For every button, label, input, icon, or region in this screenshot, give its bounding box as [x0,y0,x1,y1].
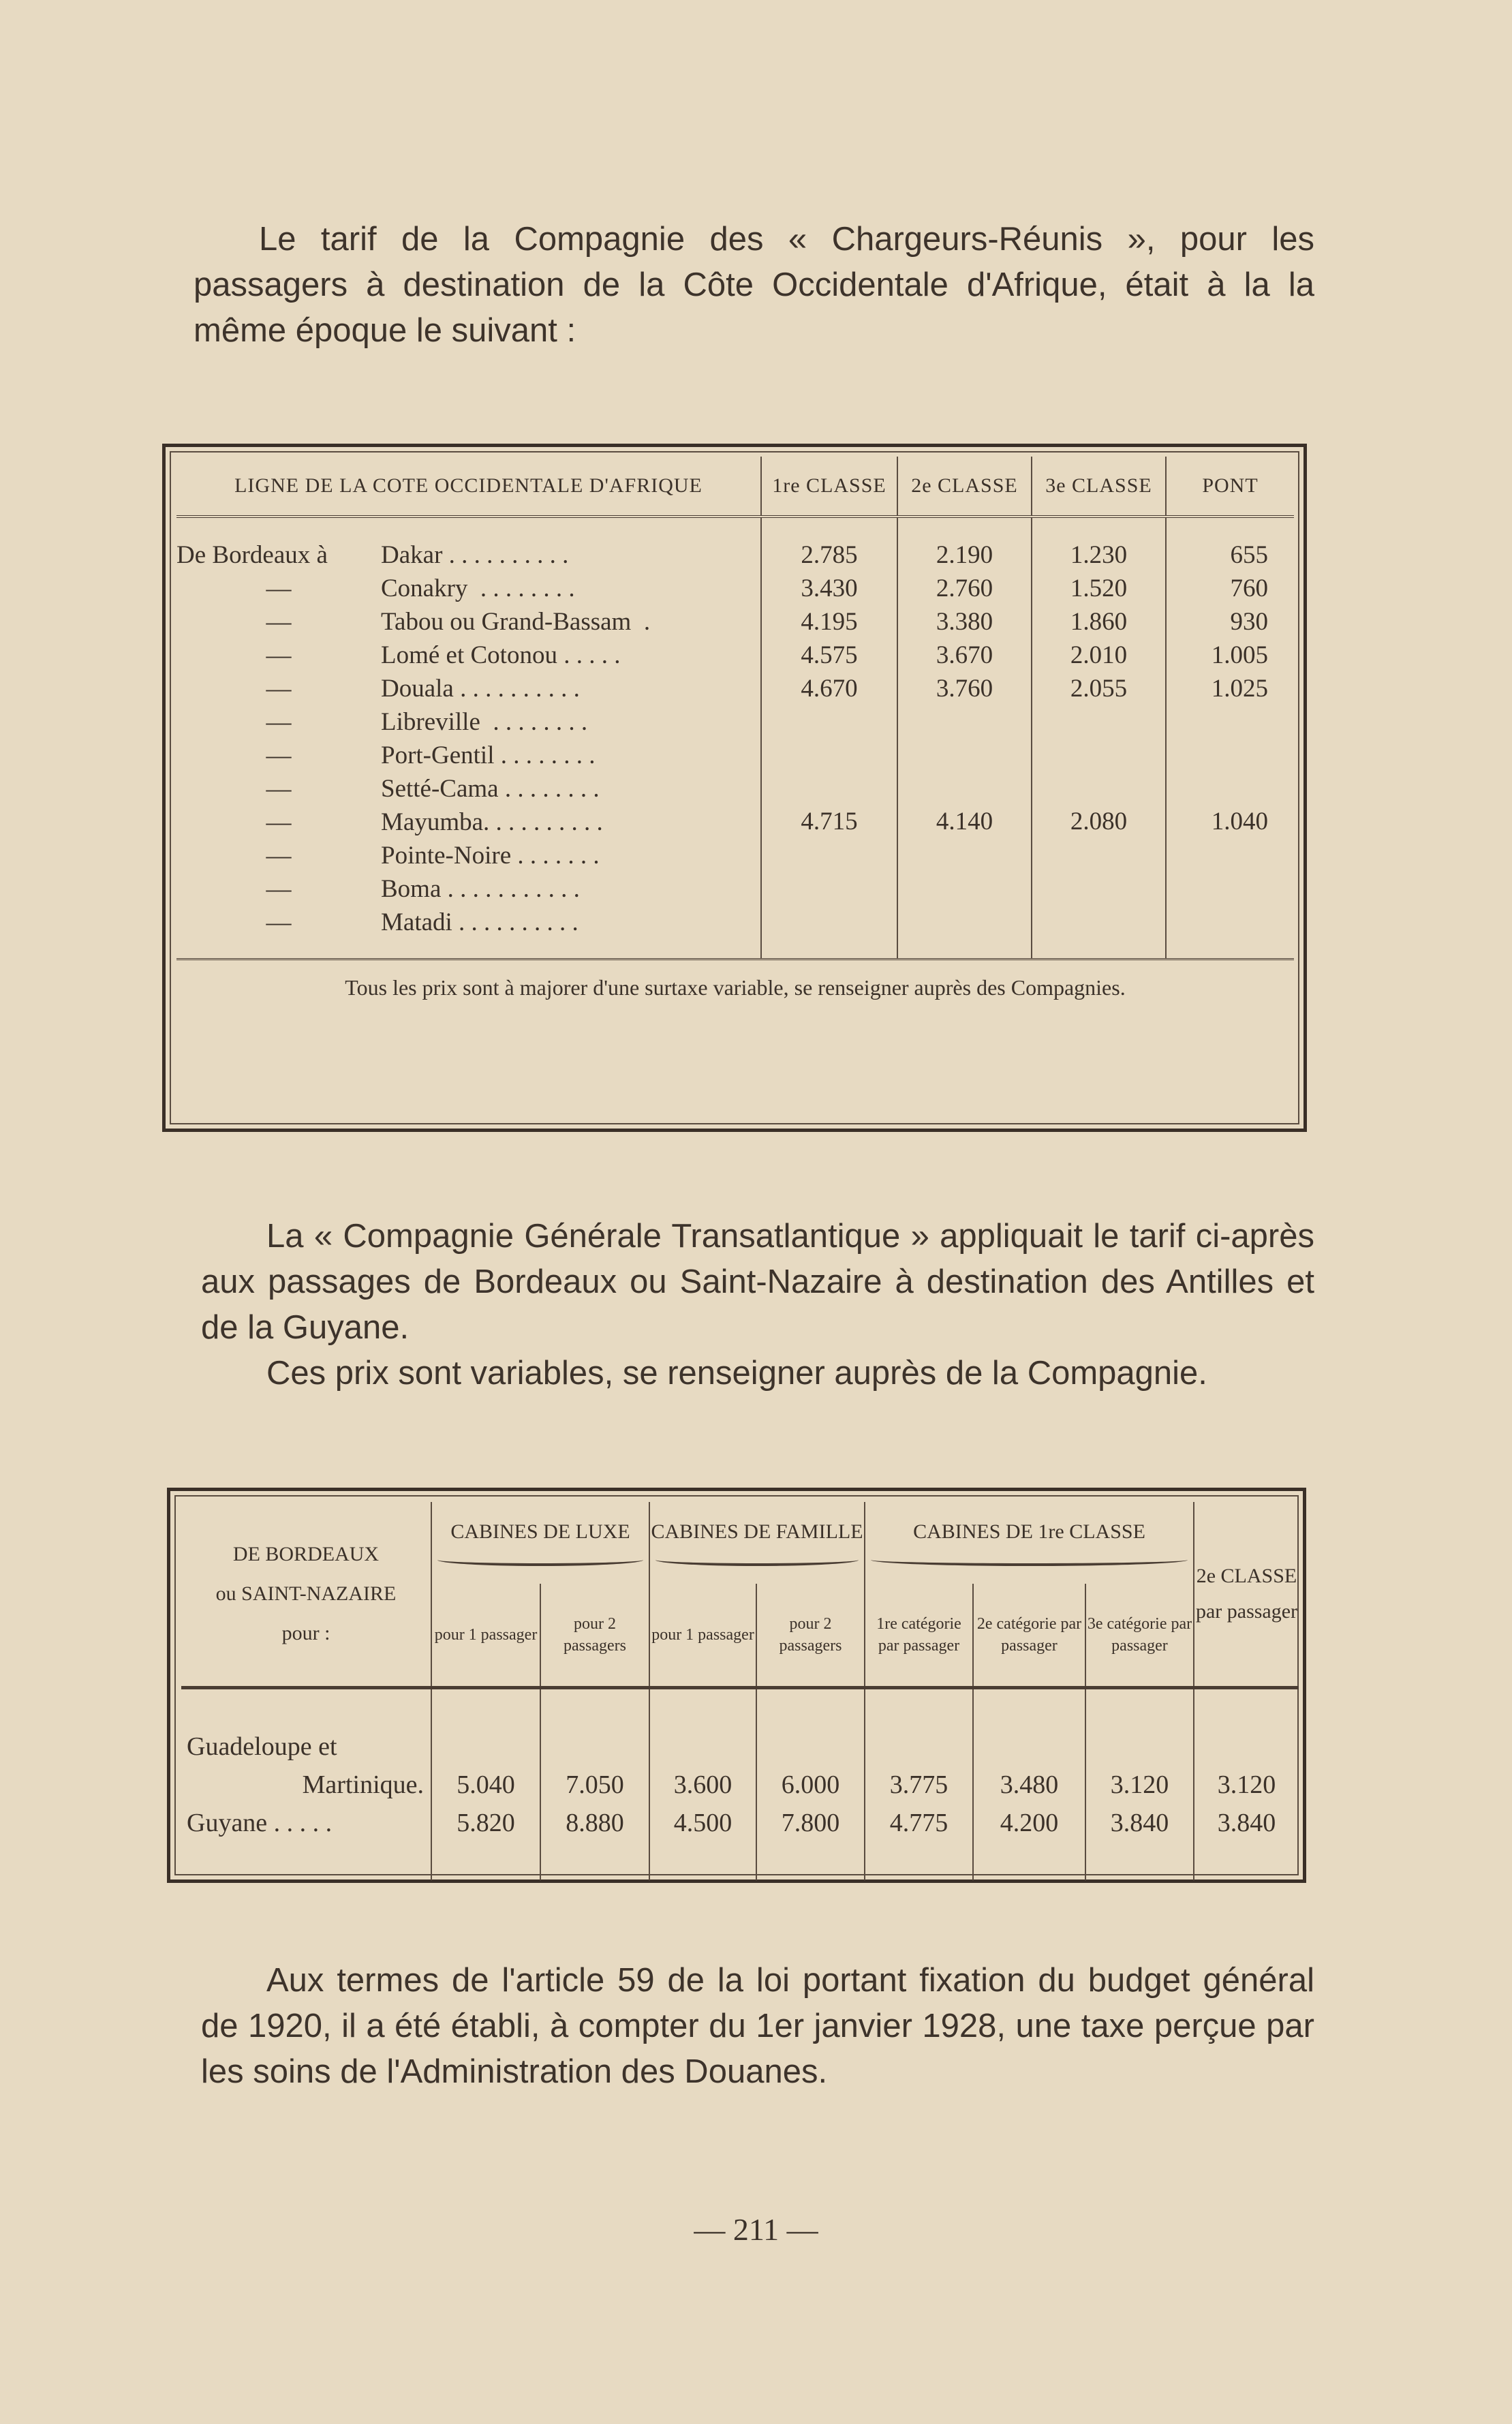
header-cabines-1re: CABINES DE 1re CLASSE [865,1502,1194,1584]
fare-cell: 4.200 [973,1804,1085,1842]
fare-cell: 3.840 [1194,1804,1299,1842]
fare-pont: 1.005 [1166,639,1294,672]
fare-2e: 4.140 [897,705,1032,960]
destination: Libreville . . . . . . . . [381,708,588,736]
fare-1re: 4.670 [761,672,897,705]
row-label: Martinique. [302,1770,424,1799]
fare-cell: 3.775 [865,1766,973,1804]
header-origin: DE BORDEAUX ou SAINT-NAZAIRE pour : [181,1502,431,1688]
destination-cell [176,906,761,939]
destination-cell [176,839,761,872]
destination: Setté-Cama . . . . . . . . [381,775,600,803]
header-1re-classe: 1re CLASSE [761,457,897,517]
fare-3e: 2.055 [1032,672,1166,705]
intro-paragraph: Le tarif de la Compagnie des « Chargeurs-Réunis », pour les passagers à destination de la Côte Occidentale d'Afrique, était à la la même époque le suivant : [194,221,1314,349]
row-label: Guadeloupe et [187,1732,337,1761]
subheader: pour 2 passagers [756,1584,865,1688]
fare-2e: 2.190 [897,517,1032,572]
ditto-dash: — [266,641,292,669]
fare-pont: 760 [1166,572,1294,605]
table-row [176,605,1294,639]
ditto-dash: — [266,908,292,936]
fare-cell: 4.500 [649,1804,756,1842]
header-line: LIGNE DE LA COTE OCCIDENTALE D'AFRIQUE [176,457,761,517]
fare-cell: 3.120 [1194,1766,1299,1804]
destination-cell [176,572,761,605]
destination: Douala . . . . . . . . . . [381,675,580,703]
subheader: pour 1 passager [649,1584,756,1688]
header-cabines-famille: CABINES DE FAMILLE [649,1502,865,1584]
west-africa-fare-table [162,444,1307,1132]
fare-2e: 3.760 [897,672,1032,705]
destination: Pointe-Noire . . . . . . . [381,842,600,870]
table-row [181,1766,1299,1804]
table-row [176,705,1294,739]
destination: Conakry . . . . . . . . [381,574,575,602]
fare-3e: 1.860 [1032,605,1166,639]
destination-cell [176,517,761,572]
fare-cell: 4.775 [865,1804,973,1842]
ditto-dash: — [266,708,292,736]
fare-3e: 2.010 [1032,639,1166,672]
fare-cell: 5.040 [431,1766,540,1804]
header-3e-classe: 3e CLASSE [1032,457,1166,517]
fare-3e: 1.520 [1032,572,1166,605]
fare-cell: 3.600 [649,1766,756,1804]
table-row [176,639,1294,672]
header-2e-classe: 2e CLASSE [897,457,1032,517]
fare-cell: 8.880 [540,1804,649,1842]
destination: Lomé et Cotonou . . . . . [381,641,621,669]
fare-cell: 6.000 [756,1766,865,1804]
fare-1re: 4.195 [761,605,897,639]
header-pont: PONT [1166,457,1294,517]
ditto-dash: — [266,808,292,836]
table-footnote: Tous les prix sont à majorer d'une surtaxe variable, se renseigner auprès des Compagnies. [176,960,1294,1015]
subheader: 1re catégorie par passager [865,1584,973,1688]
fare-3e: 2.080 [1032,705,1166,960]
fare-pont: 655 [1166,517,1294,572]
destination: Port-Gentil . . . . . . . . [381,741,596,769]
brace-ornament [871,1554,1188,1566]
fare-pont: 1.040 [1166,705,1294,960]
fare-1re: 4.575 [761,639,897,672]
ditto-dash: — [266,608,292,636]
fare-cell: 7.800 [756,1804,865,1842]
fare-cell: 3.480 [973,1766,1085,1804]
header-2e-classe: 2e CLASSE par passager [1194,1502,1299,1688]
destination: Mayumba. . . . . . . . . . [381,808,603,836]
ditto-dash: — [266,741,292,769]
row-label: Guyane . . . . . [187,1809,333,1837]
ditto-dash: — [266,574,292,602]
table-row [176,517,1294,572]
destination: Dakar . . . . . . . . . . [381,541,569,569]
closing-paragraph: Aux termes de l'article 59 de la loi portant fixation du budget général de 1920, il a été établi, à compter du 1er janvier 1928, une taxe perçue par les soins de l'Administration des Douanes. [201,1962,1314,2090]
fare-3e: 1.230 [1032,517,1166,572]
fare-1re: 3.430 [761,572,897,605]
fare-pont: 1.025 [1166,672,1294,705]
destination-cell [176,639,761,672]
ditto-dash: — [266,842,292,870]
destination: Matadi . . . . . . . . . . [381,908,578,936]
subheader: pour 2 passagers [540,1584,649,1688]
fare-cell: 7.050 [540,1766,649,1804]
fare-2e: 3.670 [897,639,1032,672]
destination-cell [176,705,761,739]
destination-cell [176,772,761,806]
destination-cell [176,672,761,705]
subheader: 2e catégorie par passager [973,1584,1085,1688]
table-row [176,572,1294,605]
antilles-fare-table [167,1488,1306,1883]
table-row [176,672,1294,705]
fare-1re: 2.785 [761,517,897,572]
table-row [181,1804,1299,1842]
destination: Boma . . . . . . . . . . . [381,875,580,903]
route-prefix: De Bordeaux à [176,541,328,569]
fare-cell: 3.840 [1085,1804,1194,1842]
destination-cell [176,605,761,639]
header-cabines-luxe: CABINES DE LUXE [431,1502,649,1584]
page-number: — 211 — [694,2212,818,2247]
destination-cell [176,872,761,906]
fare-2e: 2.760 [897,572,1032,605]
destination-cell [176,806,761,839]
destination-cell [176,739,761,772]
subheader: 3e catégorie par passager [1085,1584,1194,1688]
ditto-dash: — [266,875,292,903]
destination: Tabou ou Grand-Bassam . [381,608,651,636]
fare-cell: 3.120 [1085,1766,1194,1804]
ditto-dash: — [266,675,292,703]
fare-pont: 930 [1166,605,1294,639]
middle-paragraphs: La « Compagnie Générale Transatlantique » appliquait le tarif ci-après aux passages de Bordeaux ou Saint-Nazaire à destination des Antilles et de la Guyane. Ces prix sont variables, se renseigner auprès de la Compagnie. [201,1218,1314,1392]
brace-ornament [655,1554,859,1566]
brace-ornament [437,1554,643,1566]
fare-1re: 4.715 [761,705,897,960]
fare-2e: 3.380 [897,605,1032,639]
ditto-dash: — [266,775,292,803]
fare-cell: 5.820 [431,1804,540,1842]
subheader: pour 1 passager [431,1584,540,1688]
